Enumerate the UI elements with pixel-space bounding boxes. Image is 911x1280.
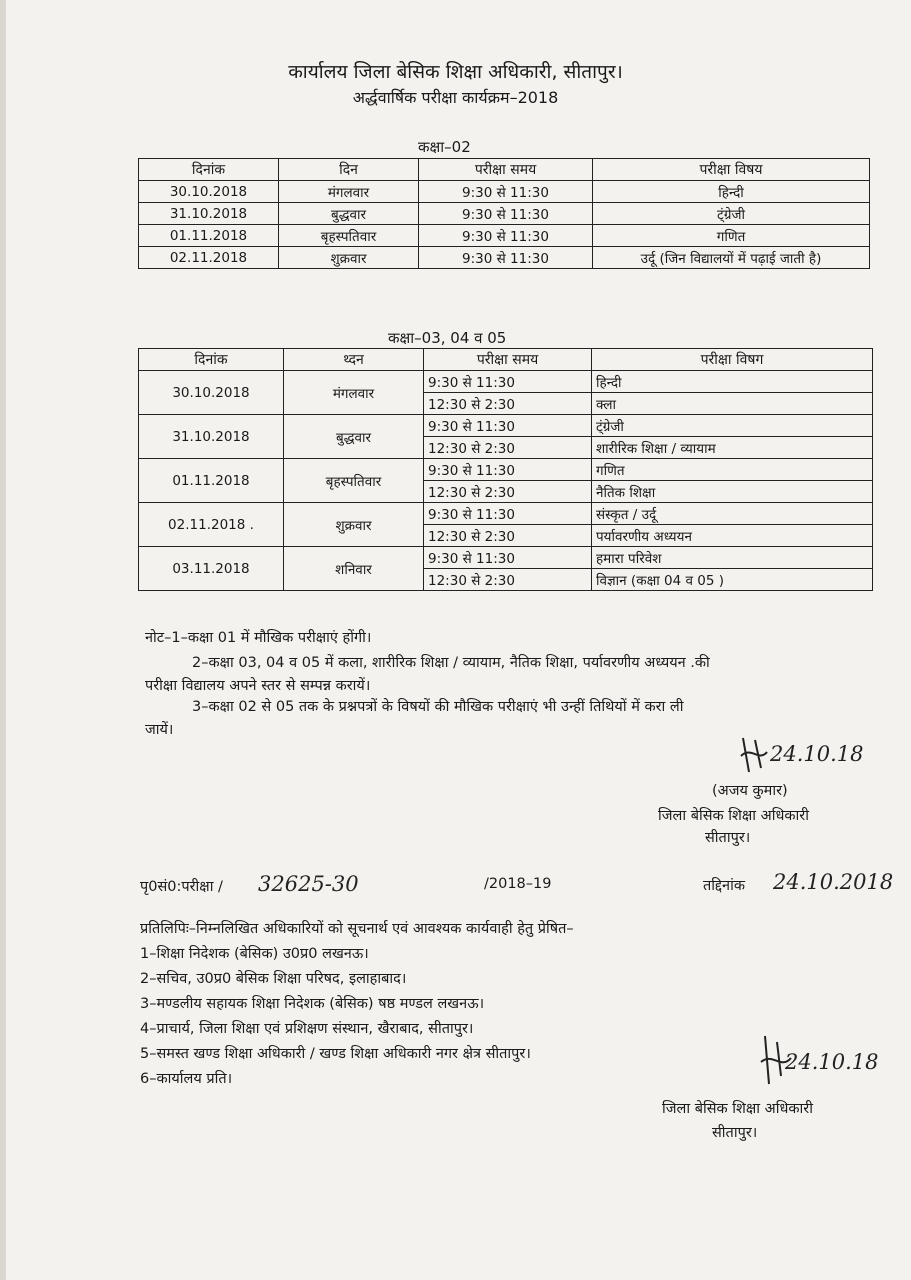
cell-date: 31.10.2018 (139, 415, 284, 459)
copy-item: 6–कार्यालय प्रति। (140, 1071, 233, 1087)
cell-day: शनिवार (284, 547, 424, 591)
table-row (139, 547, 873, 569)
page-edge (0, 0, 6, 1280)
table1-caption: कक्षा–02 (418, 138, 471, 156)
cell-date: 02.11.2018 . (139, 503, 284, 547)
cell-day: मंगलवार (279, 181, 419, 203)
cell-subject: उर्दू (जिन विद्यालयों में पढ़ाई जाती है) (593, 247, 870, 269)
date-value: 24.10.2018 (773, 870, 894, 894)
cell-day: मंगलवार (284, 371, 424, 415)
header-subject: परीक्षा विषय (593, 159, 870, 181)
copy-item: 4–प्राचार्य, जिला शिक्षा एवं प्रशिक्षण संस्थान, खैराबाद, सीतापुर। (140, 1021, 474, 1037)
reference-prefix: पृ0सं0:परीक्षा / (140, 879, 223, 895)
header-day: थ्दन (284, 349, 424, 371)
cell-date: 30.10.2018 (139, 181, 279, 203)
table-header-row (139, 159, 870, 181)
note-2-line1: 2–कक्षा 03, 04 व 05 में कला, शारीरिक शिक्षा / व्यायाम, नैतिक शिक्षा, पर्यावरणीय अध्ययन .की (192, 655, 710, 671)
officer-designation-2: जिला बेसिक शिक्षा अधिकारी (662, 1101, 813, 1117)
note-3-line2: जायें। (145, 722, 174, 738)
cell-date: 01.11.2018 (139, 225, 279, 247)
cell-subject: ट्ंग्रेजी (592, 415, 873, 437)
table-row (139, 203, 870, 225)
officer-place-2: सीतापुर। (712, 1125, 758, 1141)
header-date: दिनांक (139, 349, 284, 371)
copies-intro: प्रतिलिपिः–निम्नलिखित अधिकारियों को सूचनार्थ एवं आवश्यक कार्यवाही हेतु प्रेषित– (140, 921, 574, 937)
cell-time: 9:30 से 11:30 (419, 225, 593, 247)
header-date: दिनांक (139, 159, 279, 181)
cell-subject: गणित (592, 459, 873, 481)
class2-schedule-table (138, 158, 870, 269)
cell-time: 12:30 से 2:30 (424, 393, 592, 415)
header-day: दिन (279, 159, 419, 181)
cell-time: 9:30 से 11:30 (424, 459, 592, 481)
signature-date-1: 24.10.18 (770, 742, 864, 766)
cell-subject: हमारा परिवेश (592, 547, 873, 569)
cell-day: बुद्धवार (279, 203, 419, 225)
cell-time: 12:30 से 2:30 (424, 569, 592, 591)
signature-date-2: 24.10.18 (785, 1050, 879, 1074)
cell-time: 12:30 से 2:30 (424, 525, 592, 547)
date-label: तद्दिनांक (703, 878, 745, 894)
cell-day: बुद्धवार (284, 415, 424, 459)
header-subject: परीक्षा विषग (592, 349, 873, 371)
table-row (139, 181, 870, 203)
program-title: अर्द्धवार्षिक परीक्षा कार्यक्रम–2018 (352, 88, 559, 107)
officer-designation-1: जिला बेसिक शिक्षा अधिकारी (658, 808, 809, 824)
cell-subject: गणित (593, 225, 870, 247)
reference-number: 32625-30 (258, 872, 359, 896)
table-row (139, 371, 873, 393)
note-2-line2: परीक्षा विद्यालय अपने स्तर से सम्पन्न करायें। (145, 678, 371, 694)
cell-time: 9:30 से 11:30 (419, 247, 593, 269)
cell-subject: हिन्दी (593, 181, 870, 203)
cell-subject: पर्यावरणीय अध्ययन (592, 525, 873, 547)
cell-day: शुक्रवार (279, 247, 419, 269)
officer-place-1: सीतापुर। (705, 830, 751, 846)
cell-subject: शारीरिक शिक्षा / व्यायाम (592, 437, 873, 459)
cell-time: 9:30 से 11:30 (424, 503, 592, 525)
table-row (139, 503, 873, 525)
header-time: परीक्षा समय (419, 159, 593, 181)
cell-day: बृहस्पतिवार (279, 225, 419, 247)
copy-item: 2–सचिव, उ0प्र0 बेसिक शिक्षा परिषद, इलाहाबाद। (140, 971, 407, 987)
reference-year: /2018–19 (484, 876, 552, 892)
cell-subject: ट्ंग्रेजी (593, 203, 870, 225)
table-row (139, 459, 873, 481)
table-row (139, 415, 873, 437)
cell-date: 30.10.2018 (139, 371, 284, 415)
note-1: नोट–1–कक्षा 01 में मौखिक परीक्षाएं होंगी। (145, 630, 372, 646)
copy-item: 5–समस्त खण्ड शिक्षा अधिकारी / खण्ड शिक्षा अधिकारी नगर क्षेत्र सीतापुर। (140, 1046, 531, 1062)
cell-time: 9:30 से 11:30 (424, 415, 592, 437)
copy-item: 1–शिक्षा निदेशक (बेसिक) उ0प्र0 लखनऊ। (140, 946, 369, 962)
table-row (139, 247, 870, 269)
cell-subject: क्ला (592, 393, 873, 415)
cell-subject: नैतिक शिक्षा (592, 481, 873, 503)
cell-time: 9:30 से 11:30 (419, 203, 593, 225)
cell-time: 12:30 से 2:30 (424, 437, 592, 459)
class3-5-schedule-table (138, 348, 873, 591)
copy-item: 3–मण्डलीय सहायक शिक्षा निदेशक (बेसिक) षष्ठ मण्डल लखनऊ। (140, 996, 485, 1012)
table-row (139, 225, 870, 247)
cell-time: 12:30 से 2:30 (424, 481, 592, 503)
cell-day: शुक्रवार (284, 503, 424, 547)
office-title: कार्यालय जिला बेसिक शिक्षा अधिकारी, सीतापुर। (288, 61, 623, 83)
table-header-row (139, 349, 873, 371)
cell-date: 02.11.2018 (139, 247, 279, 269)
cell-subject: विज्ञान (कक्षा 04 व 05 ) (592, 569, 873, 591)
cell-time: 9:30 से 11:30 (424, 371, 592, 393)
officer-name: (अजय कुमार) (712, 783, 788, 799)
note-3-line1: 3–कक्षा 02 से 05 तक के प्रश्नपत्रों के विषयों की मौखिक परीक्षाएं भी उन्हीं तिथियों में करा ली (192, 699, 684, 715)
table2-caption: कक्षा–03, 04 व 05 (388, 329, 507, 347)
cell-day: बृहस्पतिवार (284, 459, 424, 503)
cell-date: 01.11.2018 (139, 459, 284, 503)
cell-subject: संस्कृत / उर्दू (592, 503, 873, 525)
cell-time: 9:30 से 11:30 (424, 547, 592, 569)
cell-date: 31.10.2018 (139, 203, 279, 225)
cell-time: 9:30 से 11:30 (419, 181, 593, 203)
header-time: परीक्षा समय (424, 349, 592, 371)
cell-date: 03.11.2018 (139, 547, 284, 591)
cell-subject: हिन्दी (592, 371, 873, 393)
